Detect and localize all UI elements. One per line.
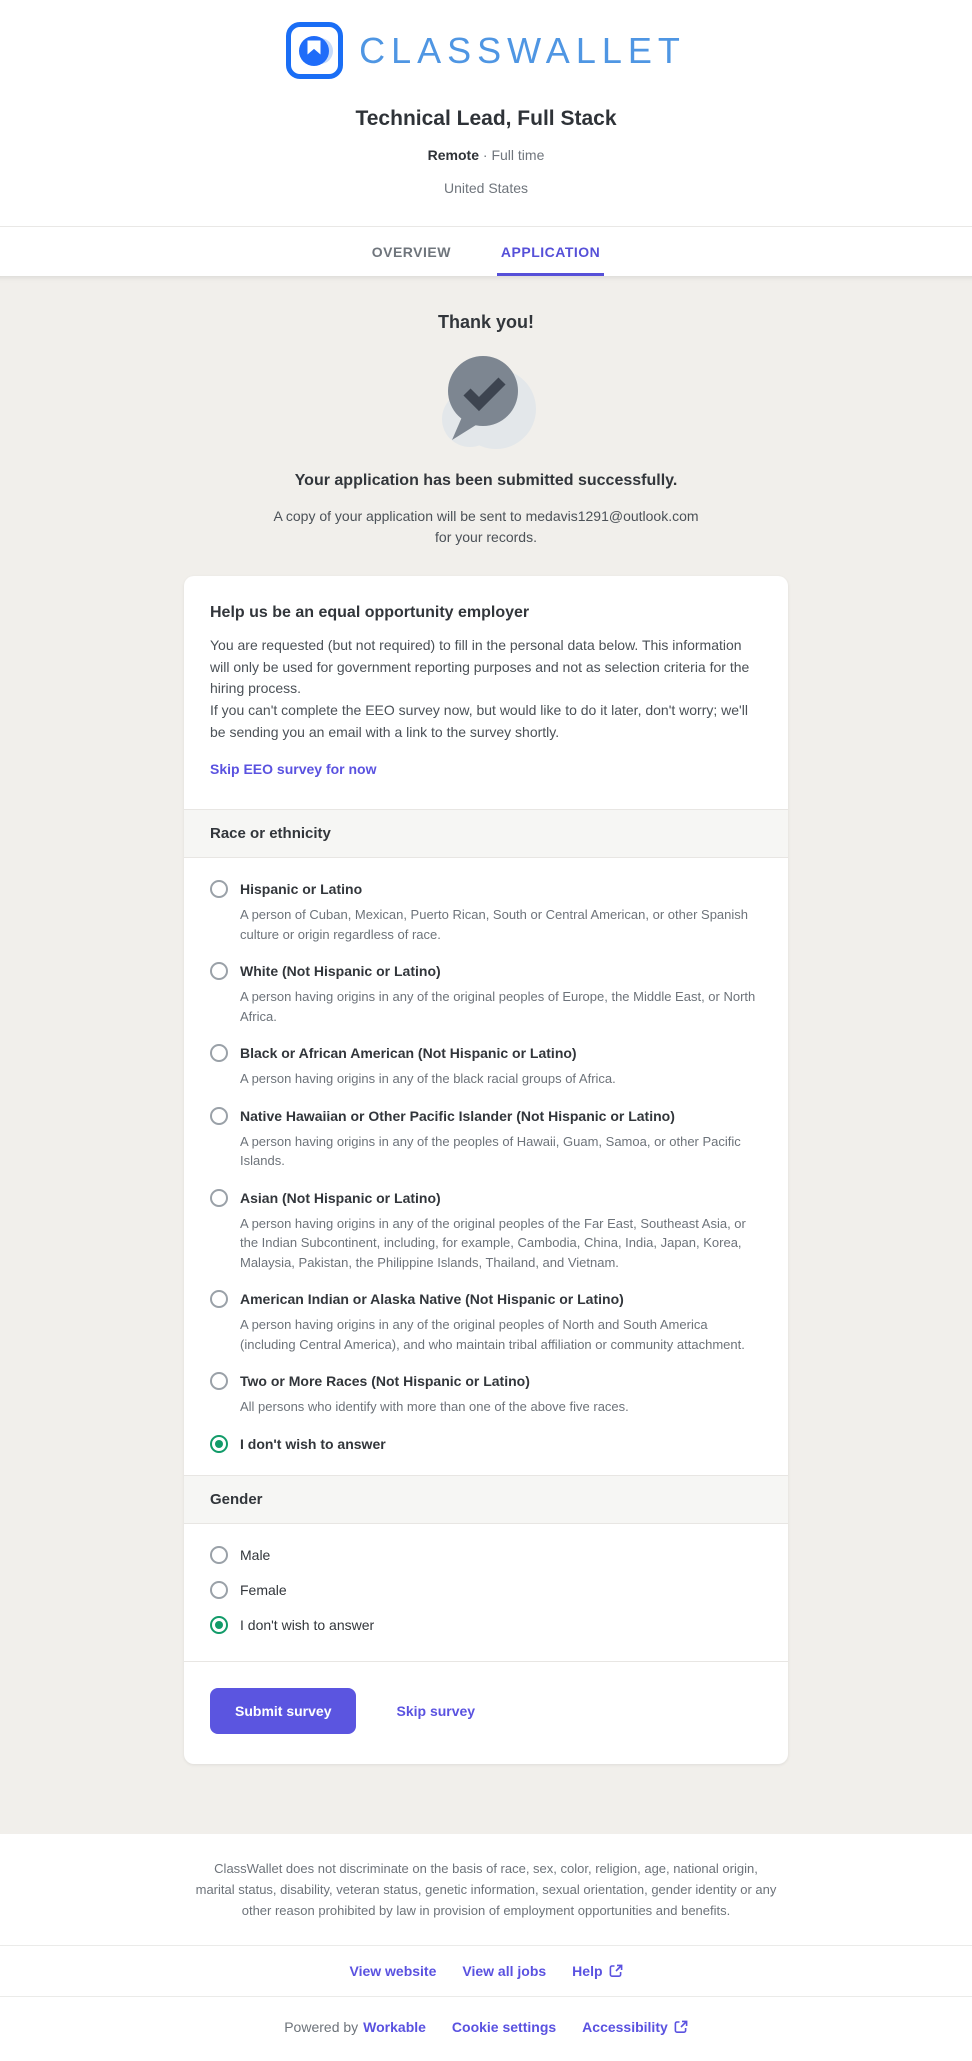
thank-you-heading: Thank you! — [437, 312, 534, 332]
radio-option-row[interactable] — [210, 880, 762, 898]
radio-button[interactable] — [210, 1372, 228, 1390]
accessibility-link-label: Accessibility — [582, 2019, 668, 2036]
radio-option-native-hawaiian — [210, 1107, 762, 1171]
radio-option-label: Hispanic or Latino — [240, 881, 363, 898]
radio-option-row[interactable] — [210, 1435, 762, 1453]
job-employment-type: Full time — [491, 147, 545, 163]
radio-option-label: I don't wish to answer — [240, 1435, 386, 1452]
radio-button[interactable] — [210, 1616, 228, 1634]
page-title: Technical Lead, Full Stack — [355, 107, 617, 130]
copy-note — [0, 506, 972, 548]
section-header-race: Race or ethnicity — [184, 809, 788, 858]
tab-overview[interactable]: OVERVIEW — [371, 244, 451, 260]
radio-option-asian — [210, 1189, 762, 1273]
job-location: United States — [443, 180, 529, 196]
application-confirmation-panel — [0, 276, 972, 1834]
radio-button[interactable] — [210, 1435, 228, 1453]
radio-button[interactable] — [210, 1107, 228, 1125]
radio-option-white — [210, 962, 762, 1026]
radio-option-row[interactable] — [210, 1372, 762, 1390]
radio-option-description: A person having origins in any of the original peoples of Europe, the Middle East, or North Africa. — [240, 989, 756, 1024]
external-link-icon — [609, 1964, 623, 1978]
tab-bar — [0, 227, 972, 276]
radio-button[interactable] — [210, 1189, 228, 1207]
view-all-jobs-link[interactable]: View all jobs — [462, 1963, 547, 1980]
radio-button[interactable] — [210, 1290, 228, 1308]
radio-option-description: A person having origins in any of the peoples of Hawaii, Guam, Samoa, or other Pacific Islands. — [240, 1133, 741, 1169]
powered-by — [284, 2019, 426, 2035]
success-message: Your application has been submitted successfully. — [294, 472, 678, 489]
eeo-survey-card — [184, 576, 788, 1764]
eeo-survey-intro — [184, 576, 788, 809]
eeo-intro-paragraph-1: You are requested (but not required) to fill in the personal data below. This information will only be used for government reporting purposes and not as selection criteria for the hiring process. — [210, 637, 750, 697]
success-illustration — [0, 347, 972, 462]
radio-option-label: Asian (Not Hispanic or Latino) — [240, 1189, 441, 1206]
page-footer — [0, 1834, 972, 2061]
radio-option-race-no-answer — [210, 1435, 762, 1453]
radio-option-black — [210, 1044, 762, 1089]
help-link-label: Help — [572, 1963, 603, 1980]
job-workplace: Remote — [427, 147, 479, 163]
powered-by-label: Powered by — [284, 2019, 359, 2036]
radio-button[interactable] — [210, 962, 228, 980]
copy-note-line2: for your records. — [435, 529, 537, 545]
radio-button[interactable] — [210, 1581, 228, 1599]
eeo-intro-paragraph-2: If you can't complete the EEO survey now, but would like to do it later, don't worry; we'll be sending you an email with a link to the survey shortly. — [210, 702, 748, 740]
job-header — [0, 0, 972, 227]
radio-option-row[interactable] — [210, 1581, 762, 1599]
tab-application[interactable]: APPLICATION — [497, 227, 604, 276]
radio-option-american-indian — [210, 1290, 762, 1354]
radio-button[interactable] — [210, 1044, 228, 1062]
brand-logo — [0, 22, 972, 79]
footer-links-row — [0, 1945, 972, 1996]
survey-actions — [184, 1661, 788, 1764]
job-meta-separator: · — [482, 147, 488, 163]
radio-option-description: A person having origins in any of the black racial groups of Africa. — [240, 1071, 616, 1087]
brand-wordmark: CLASSWALLET — [359, 29, 686, 71]
radio-option-female — [210, 1581, 762, 1599]
radio-option-hispanic — [210, 880, 762, 944]
radio-option-label: Female — [240, 1581, 287, 1598]
radio-option-label: Male — [240, 1546, 271, 1563]
radio-option-row[interactable] — [210, 962, 762, 980]
speech-bubble-check-icon — [426, 444, 546, 461]
skip-eeo-link[interactable]: Skip EEO survey for now — [210, 761, 377, 778]
powered-row — [0, 1996, 972, 2061]
eeo-intro-title: Help us be an equal opportunity employer — [210, 604, 530, 621]
radio-option-label: American Indian or Alaska Native (Not Hispanic or Latino) — [240, 1291, 624, 1308]
radio-option-label: Native Hawaiian or Other Pacific Islander (Not Hispanic or Latino) — [240, 1107, 675, 1124]
radio-option-description: A person having origins in any of the original peoples of North and South America (including Central America), and who maintain tribal affiliation or community attachment. — [240, 1317, 745, 1352]
accessibility-link[interactable] — [582, 2019, 688, 2035]
radio-option-description: A person having origins in any of the original peoples of the Far East, Southeast Asia, or the Indian Subcontinent, including, for example, Cambodia, China, India, Japan, Korea, Malaysia, Pakistan, the Philippine Islands, Thailand, and Vietnam. — [240, 1215, 746, 1270]
external-link-icon — [674, 2020, 688, 2034]
radio-option-male — [210, 1546, 762, 1564]
job-meta — [0, 147, 972, 163]
radio-option-description: All persons who identify with more than one of the above five races. — [240, 1399, 629, 1415]
gender-options-group — [184, 1524, 788, 1661]
skip-survey-link[interactable]: Skip survey — [396, 1702, 476, 1719]
cookie-settings-link[interactable]: Cookie settings — [451, 2019, 557, 2036]
radio-option-label: White (Not Hispanic or Latino) — [240, 963, 441, 980]
radio-option-label: Black or African American (Not Hispanic or Latino) — [240, 1045, 577, 1062]
workable-link[interactable]: Workable — [363, 2019, 426, 2036]
radio-option-row[interactable] — [210, 1044, 762, 1062]
classwallet-logo-icon — [286, 22, 343, 79]
radio-option-gender-no-answer — [210, 1616, 762, 1634]
view-website-link[interactable]: View website — [349, 1963, 437, 1980]
radio-option-row[interactable] — [210, 1189, 762, 1207]
radio-button[interactable] — [210, 880, 228, 898]
radio-option-row[interactable] — [210, 1107, 762, 1125]
radio-option-two-or-more — [210, 1372, 762, 1417]
radio-option-description: A person of Cuban, Mexican, Puerto Rican, South or Central American, or other Spanish culture or origin regardless of race. — [240, 907, 748, 942]
radio-option-label: Two or More Races (Not Hispanic or Latino) — [240, 1373, 530, 1390]
eeo-disclaimer: ClassWallet does not discriminate on the basis of race, sex, color, religion, age, national origin, marital status, disability, veteran status, genetic information, sexual orientation, gender identity or any other reason prohibited by law in provision of employment opportunities and benefits. — [195, 1860, 777, 1918]
race-options-group — [184, 858, 788, 1475]
section-header-gender: Gender — [184, 1475, 788, 1524]
radio-button[interactable] — [210, 1546, 228, 1564]
help-link[interactable] — [572, 1963, 622, 1979]
radio-option-label: I don't wish to answer — [240, 1616, 375, 1633]
radio-option-row[interactable] — [210, 1616, 762, 1634]
submit-survey-button[interactable]: Submit survey — [210, 1688, 356, 1734]
radio-option-row[interactable] — [210, 1546, 762, 1564]
copy-note-line1: A copy of your application will be sent to medavis1291@outlook.com — [273, 508, 699, 524]
radio-option-row[interactable] — [210, 1290, 762, 1308]
